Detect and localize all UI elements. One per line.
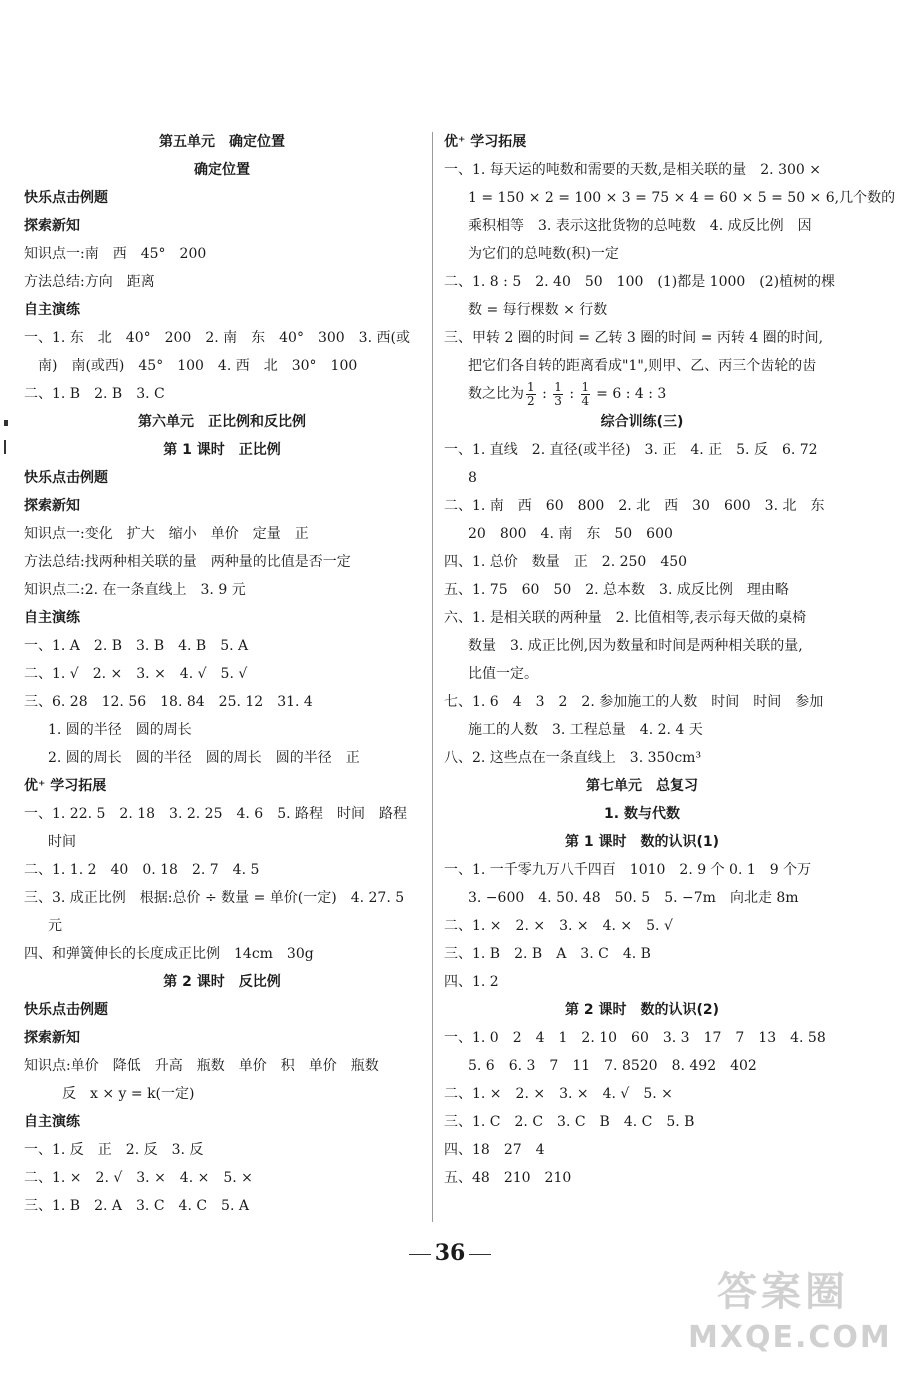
answer-line: 时间 — [48, 834, 76, 850]
page-number-value: 36 — [434, 1240, 466, 1266]
answer-line: 二、1. B 2. B 3. C — [24, 386, 165, 402]
answer-line: 20 800 4. 南 东 50 600 — [468, 526, 673, 542]
answer-line: 反 x × y = k(一定) — [48, 1086, 195, 1102]
subsection-label: 快乐点击例题 — [24, 1002, 108, 1018]
subsection-label: 自主演练 — [24, 610, 80, 626]
section-heading: 第六单元 正比例和反比例 — [138, 414, 306, 430]
column-divider — [432, 132, 433, 1222]
answer-line: 把它们各自转的距离看成"1",则甲、乙、丙三个齿轮的齿 — [468, 358, 817, 374]
subsection-label: 快乐点击例题 — [24, 470, 108, 486]
answer-line: 数 = 每行棵数 × 行数 — [468, 302, 608, 318]
subsection-label: 探索新知 — [24, 218, 80, 234]
section-heading: 确定位置 — [194, 162, 250, 178]
left-column — [24, 128, 420, 1220]
section-heading: 第 1 课时 数的认识(1) — [564, 834, 720, 850]
section-heading: 第 2 课时 数的认识(2) — [564, 1002, 720, 1018]
section-heading: 第 2 课时 反比例 — [163, 974, 281, 990]
answer-line: 七、1. 6 4 3 2 2. 参加施工的人数 时间 时间 参加 — [444, 694, 824, 710]
section-heading: 第 1 课时 正比例 — [163, 442, 281, 458]
answer-line: 南) 南(或西) 45° 100 4. 西 北 30° 100 — [24, 358, 358, 374]
answer-line: 五、48 210 210 — [444, 1170, 572, 1186]
ratio-colon: : — [564, 386, 579, 402]
answer-line: 三、3. 成正比例 根据:总价 ÷ 数量 = 单价(一定) 4. 27. 5 — [24, 890, 405, 906]
answer-line: 三、甲转 2 圈的时间 = 乙转 3 圈的时间 = 丙转 4 圈的时间, — [444, 330, 824, 346]
fraction-numerator: 1 — [581, 379, 590, 394]
answer-line: 四、和弹簧伸长的长度成正比例 14cm 30g — [24, 946, 314, 962]
fraction-denominator: 3 — [554, 393, 562, 408]
answer-line: 2. 圆的周长 圆的半径 圆的周长 圆的半径 正 — [48, 750, 360, 766]
fraction-numerator: 1 — [554, 379, 562, 394]
subsection-label: 自主演练 — [24, 1114, 80, 1130]
page-number — [0, 1240, 900, 1266]
fraction-numerator: 1 — [527, 379, 535, 394]
answer-line: 四、1. 总价 数量 正 2. 250 450 — [444, 554, 688, 570]
answer-line: 三、6. 28 12. 56 18. 84 25. 12 31. 4 — [24, 694, 313, 710]
answer-line: 一、1. 每天运的吨数和需要的天数,是相关联的量 2. 300 × — [444, 162, 821, 178]
watermark-logo — [688, 1266, 892, 1376]
answer-line: 3. −600 4. 50. 48 50. 5 5. −7m 向北走 8m — [468, 890, 799, 906]
answer-line: 三、1. B 2. A 3. C 4. C 5. A — [24, 1198, 249, 1214]
answer-line: 知识点一:变化 扩大 缩小 单价 定量 正 — [24, 526, 309, 542]
section-heading: 综合训练(三) — [600, 414, 684, 430]
answer-line: 一、1. 一千零九万八千四百 1010 2. 9 个 0. 1 9 个万 — [444, 862, 812, 878]
answer-line: 二、1. × 2. √ 3. × 4. × 5. × — [24, 1170, 253, 1186]
answer-line: 二、1. 1. 2 40 0. 18 2. 7 4. 5 — [24, 862, 260, 878]
answer-line: 四、18 27 4 — [444, 1142, 545, 1158]
answer-line: 施工的人数 3. 工程总量 4. 2. 4 天 — [468, 722, 703, 738]
answer-line: 一、1. 直线 2. 直径(或半径) 3. 正 4. 正 5. 反 6. 72 — [444, 442, 818, 458]
answer-line: 五、1. 75 60 50 2. 总本数 3. 成反比例 理由略 — [444, 582, 789, 598]
watermark-top: 答案圈 — [717, 1269, 849, 1315]
answer-line: 二、1. × 2. × 3. × 4. √ 5. × — [444, 1086, 673, 1102]
answer-line: 8 — [468, 470, 477, 486]
answer-text: = 6 : 4 : 3 — [596, 386, 667, 402]
subsection-label: 自主演练 — [24, 302, 80, 318]
answer-line: 为它们的总吨数(积)一定 — [468, 246, 619, 262]
answer-line: 方法总结:方向 距离 — [24, 274, 155, 290]
answer-line: 5. 6 6. 3 7 11 7. 8520 8. 492 402 — [468, 1058, 757, 1074]
answer-line: 二、1. 南 西 60 800 2. 北 西 30 600 3. 北 东 — [444, 498, 825, 514]
ratio-colon: : — [537, 386, 552, 402]
answer-line: 八、2. 这些点在一条直线上 3. 350cm³ — [444, 750, 702, 766]
answer-line: 方法总结:找两种相关联的量 两种量的比值是否一定 — [24, 554, 351, 570]
answer-line: 一、1. 反 正 2. 反 3. 反 — [24, 1142, 204, 1158]
answer-line: 三、1. B 2. B A 3. C 4. B — [444, 946, 651, 962]
answer-line: 二、1. 8 : 5 2. 40 50 100 (1)都是 1000 (2)植树的棵 — [444, 274, 836, 290]
binding-mark — [4, 440, 6, 454]
fraction-denominator: 4 — [581, 393, 590, 408]
subsection-label: 优⁺ 学习拓展 — [444, 134, 527, 150]
answer-line: 比值一定。 — [468, 666, 538, 682]
answer-line: 知识点:单价 降低 升高 瓶数 单价 积 单价 瓶数 — [24, 1058, 379, 1074]
answer-line: 一、1. 0 2 4 1 2. 10 60 3. 3 17 7 13 4. 58 — [444, 1030, 826, 1046]
answer-line: 一、1. 22. 5 2. 18 3. 2. 25 4. 6 5. 路程 时间 路程 — [24, 806, 408, 822]
answer-line: 1 = 150 × 2 = 100 × 3 = 75 × 4 = 60 × 5 = 50 × 6,几个数的 — [468, 190, 896, 206]
answer-line: 三、1. C 2. C 3. C B 4. C 5. B — [444, 1114, 695, 1130]
subsection-label: 探索新知 — [24, 498, 80, 514]
answer-line: 一、1. A 2. B 3. B 4. B 5. A — [24, 638, 249, 654]
answer-line: 二、1. × 2. × 3. × 4. × 5. √ — [444, 918, 673, 934]
section-heading: 第七单元 总复习 — [586, 778, 698, 794]
answer-line: 四、1. 2 — [444, 974, 499, 990]
answer-line — [444, 380, 840, 408]
section-heading: 第五单元 确定位置 — [159, 134, 285, 150]
right-column — [444, 128, 896, 1192]
answer-text: 数之比为 — [468, 386, 524, 402]
answer-line: 1. 圆的半径 圆的周长 — [48, 722, 192, 738]
watermark-bottom: MXQE.COM — [688, 1320, 892, 1355]
subsection-label: 快乐点击例题 — [24, 190, 108, 206]
subsection-label: 探索新知 — [24, 1030, 80, 1046]
answer-line: 乘积相等 3. 表示这批货物的总吨数 4. 成反比例 因 — [468, 218, 812, 234]
answer-line: 一、1. 东 北 40° 200 2. 南 东 40° 300 3. 西(或 — [24, 330, 410, 346]
answer-line: 六、1. 是相关联的两种量 2. 比值相等,表示每天做的桌椅 — [444, 610, 807, 626]
answer-line: 数量 3. 成正比例,因为数量和时间是两种相关联的量, — [468, 638, 803, 654]
section-heading: 1. 数与代数 — [604, 806, 680, 822]
answer-line: 知识点一:南 西 45° 200 — [24, 246, 207, 262]
fraction — [581, 381, 591, 408]
binding-mark — [4, 420, 8, 426]
fraction — [553, 381, 563, 408]
subsection-label: 优⁺ 学习拓展 — [24, 778, 107, 794]
fraction-denominator: 2 — [527, 393, 535, 408]
answer-line: 元 — [48, 918, 62, 934]
answer-line: 知识点二:2. 在一条直线上 3. 9 元 — [24, 582, 246, 598]
answer-line: 二、1. √ 2. × 3. × 4. √ 5. √ — [24, 666, 248, 682]
fraction — [526, 381, 536, 408]
